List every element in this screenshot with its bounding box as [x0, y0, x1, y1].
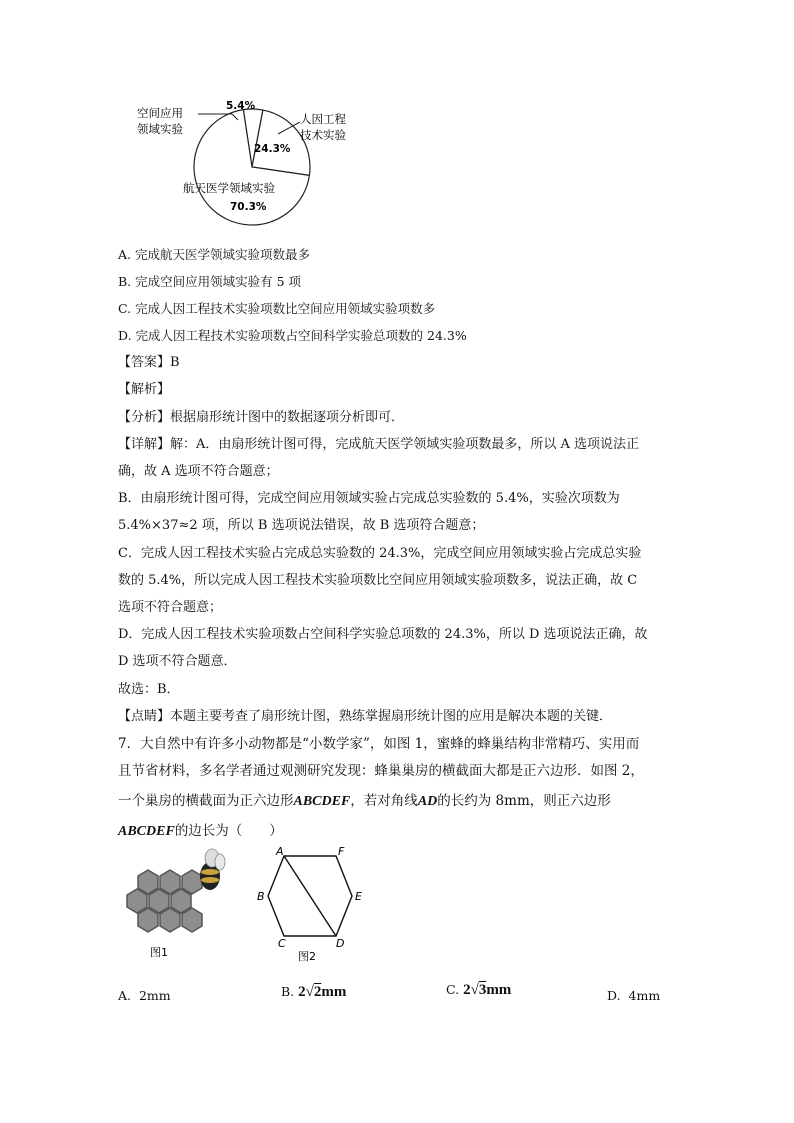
honeycomb-cell — [171, 889, 191, 913]
slice-label-space-2: 领域实验 — [137, 122, 183, 136]
q7-option-d-label: D. — [607, 988, 621, 1003]
honeycomb-cell — [149, 889, 169, 913]
q7-option-b-radicand: 2 — [313, 984, 322, 1000]
q6-option-b: B. 完成空间应用领域实验有 5 项 — [118, 274, 302, 289]
q6-detail-line-7: 选项不符合题意； — [118, 600, 223, 615]
pie-chart — [128, 92, 378, 242]
figure-2-hexagon — [252, 846, 372, 964]
hexagon-name: ABCDEF — [293, 794, 351, 809]
q7-line-1: 7．大自然中有许多小动物都是“小数学家”，如图 1，蜜蜂的蜂巢结构非常精巧、实用而 — [118, 736, 640, 752]
slice-label-space-1: 空间应用 — [137, 106, 183, 120]
sqrt-icon: √ — [305, 984, 314, 1000]
honeycomb-cells — [127, 870, 202, 932]
q7-line-2: 且节省材料，多名学者通过观测研究发现：蜂巢巢房的横截面大都是正六边形．如图 2， — [118, 763, 644, 779]
q7-option-c-label: C. — [446, 982, 460, 997]
q6-option-a: A. 完成航天医学领域实验项数最多 — [118, 247, 310, 262]
q6-analysis-heading: 【解析】 — [118, 382, 171, 397]
q7-option-c — [446, 982, 511, 999]
q7-line-3-post: 的长约为 8mm，则正六边形 — [437, 793, 611, 809]
q7-line-3-mid: ，若对角线 — [350, 793, 418, 809]
q7-option-b-coef: 2 — [298, 984, 306, 1000]
honeycomb-cell — [138, 908, 158, 932]
honeycomb-cell — [182, 908, 202, 932]
q6-option-c: C. 完成人因工程技术实验项数比空间应用领域实验项数多 — [118, 301, 436, 316]
figure-1-caption: 图1 — [150, 946, 168, 959]
q6-option-d: D. 完成人因工程技术实验项数占空间科学实验总项数的 24.3% — [118, 328, 467, 343]
vertex-e: E — [355, 890, 362, 903]
q7-option-b-label: B. — [281, 984, 295, 999]
vertex-c: C — [278, 937, 286, 950]
q6-detail-line-6: 数的 5.4%，所以完成人因工程技术实验项数比空间应用领域实验项数多，说法正确，故 C — [118, 573, 638, 588]
q6-answer: 【答案】B — [118, 355, 180, 370]
q7-option-c-coef: 2 — [463, 982, 471, 998]
honeycomb-cell — [182, 870, 202, 894]
vertex-a: A — [276, 846, 284, 858]
hexagon-name-2: ABCDEF — [118, 824, 175, 839]
slice-label-human-1: 人因工程 — [300, 112, 346, 126]
honeycomb-cell — [160, 870, 180, 894]
honeycomb-cell — [160, 908, 180, 932]
q7-line-4-post: 的边长为（ ） — [174, 823, 283, 839]
diagonal-name: AD — [417, 794, 438, 809]
slice-value-human: 24.3% — [254, 143, 291, 155]
vertex-d: D — [336, 937, 345, 950]
figure-2-caption: 图2 — [298, 950, 316, 963]
q7-option-a — [118, 988, 171, 1003]
q6-detail-line-2: 确，故 A 选项不符合题意； — [118, 464, 279, 479]
vertex-f: F — [338, 846, 345, 858]
q6-detail-line-8: D．完成人因工程技术实验项数占空间科学实验总项数的 24.3%，所以 D 选项说法正确，故 — [118, 627, 648, 642]
q6-detail-line-4: 5.4%×37≈2 项，所以 B 选项说法错误，故 B 选项符合题意； — [118, 518, 485, 533]
q6-detail-line-1: 【详解】解：A．由扇形统计图可得，完成航天医学领域实验项数最多，所以 A 选项说法正 — [118, 437, 640, 452]
vertex-b: B — [257, 890, 265, 903]
slice-value-space: 5.4% — [226, 100, 256, 112]
q7-option-d — [607, 988, 660, 1003]
q6-analysis: 【分析】根据扇形统计图中的数据逐项分析即可． — [118, 410, 405, 425]
q7-option-b — [281, 984, 346, 1001]
q7-option-a-value: 2mm — [138, 988, 171, 1003]
q7-option-b-unit: mm — [321, 984, 347, 1000]
figure-1-honeycomb — [126, 846, 226, 961]
q7-line-4 — [118, 822, 283, 841]
q6-detail-line-5: C．完成人因工程技术实验占完成总实验数的 24.3%，完成空间应用领域实验占完成总实验 — [118, 546, 642, 561]
honeycomb-cell — [127, 889, 147, 913]
sqrt-icon: √ — [470, 982, 479, 998]
q6-conclusion: 故选：B． — [118, 682, 180, 697]
q6-detail-line-3: B．由扇形统计图可得，完成空间应用领域实验占完成总实验数的 5.4%，实验次项数为 — [118, 491, 620, 506]
q7-line-3-pre: 一个巢房的横截面为正六边形 — [118, 793, 294, 809]
slice-label-human-2: 技术实验 — [300, 128, 346, 142]
honeycomb-cell — [138, 870, 158, 894]
q7-option-d-value: 4mm — [628, 988, 661, 1003]
q7-option-c-radicand: 3 — [478, 982, 487, 998]
slice-value-medicine: 70.3% — [230, 201, 267, 213]
q7-line-3 — [118, 792, 611, 811]
q7-option-a-label: A. — [118, 988, 132, 1003]
bee-icon — [200, 849, 225, 890]
q6-detail-line-9: D 选项不符合题意． — [118, 654, 237, 669]
slice-label-medicine: 航天医学领域实验 — [183, 181, 275, 195]
diagonal-ad — [284, 856, 336, 936]
q7-option-c-unit: mm — [486, 982, 512, 998]
q6-comment: 【点睛】本题主要考查了扇形统计图，熟练掌握扇形统计图的应用是解决本题的关键． — [118, 709, 613, 724]
